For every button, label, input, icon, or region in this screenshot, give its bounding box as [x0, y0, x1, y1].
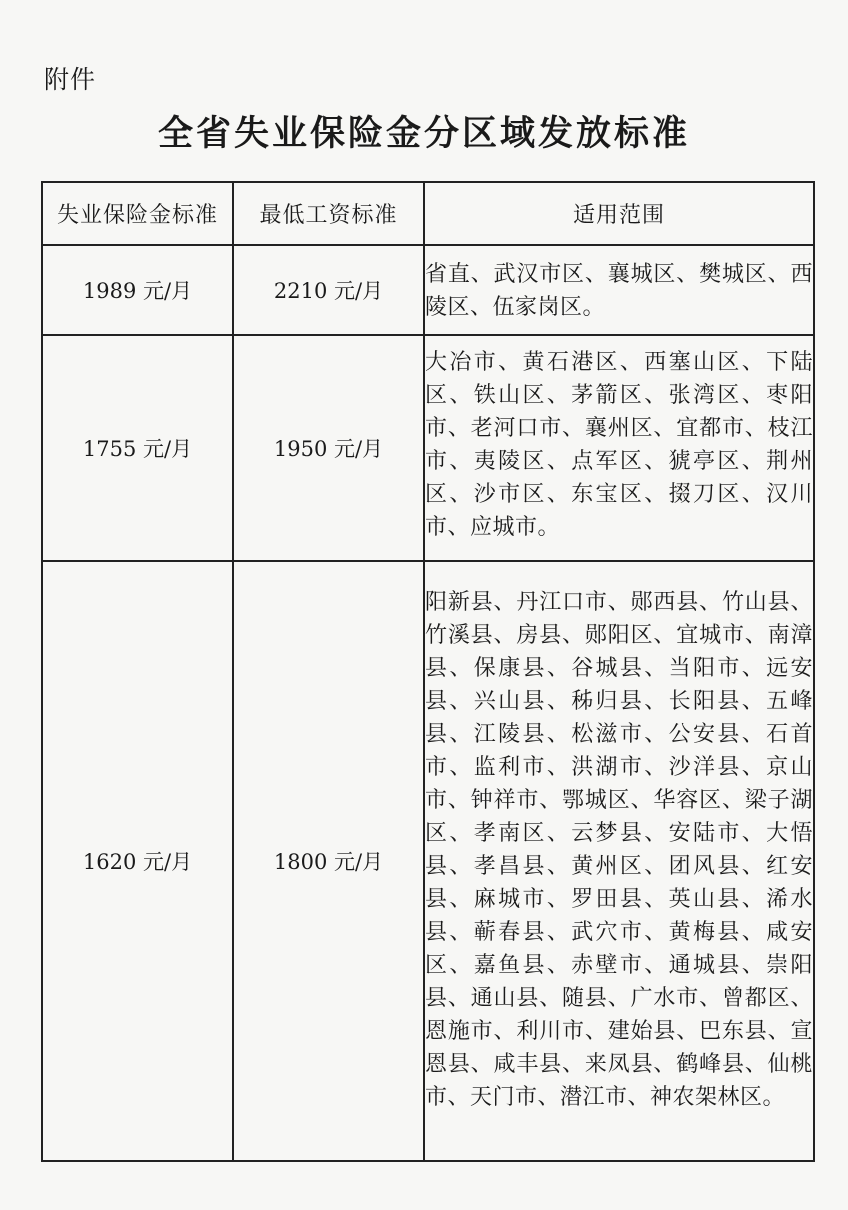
benefit-cell: 1989 元/月 [42, 245, 233, 335]
scope-cell: 阳新县、丹江口市、郧西县、竹山县、竹溪县、房县、郧阳区、宜城市、南漳县、保康县、谷城县、当阳市、远安县、兴山县、秭归县、长阳县、五峰县、江陵县、松滋市、公安县、石首市、监利市、洪湖市、沙洋县、京山市、钟祥市、鄂城区、华容区、梁子湖区、孝南区、云梦县、安陆市、大悟县、孝昌县、黄州区、团风县、红安县、麻城市、罗田县、英山县、浠水县、蕲春县、武穴市、黄梅县、咸安区、嘉鱼县、赤壁市、通城县、崇阳县、通山县、随县、广水市、曾都区、恩施市、利川市、建始县、巴东县、宣恩县、咸丰县、来凤县、鹤峰县、仙桃市、天门市、潜江市、神农架林区。 [424, 561, 814, 1161]
table-row [42, 245, 814, 335]
page-title: 全省失业保险金分区域发放标准 [157, 114, 690, 154]
column-header-benefit: 失业保险金标准 [42, 182, 233, 245]
min-wage-cell: 1800 元/月 [233, 561, 424, 1161]
table-row [42, 561, 814, 1161]
column-header-min-wage: 最低工资标准 [233, 182, 424, 245]
column-header-scope: 适用范围 [424, 182, 814, 245]
scope-cell: 大冶市、黄石港区、西塞山区、下陆区、铁山区、茅箭区、张湾区、枣阳市、老河口市、襄州区、宜都市、枝江市、夷陵区、点军区、猇亭区、荆州区、沙市区、东宝区、掇刀区、汉川市、应城市。 [424, 335, 814, 561]
table-header-row [42, 182, 814, 245]
min-wage-cell: 2210 元/月 [233, 245, 424, 335]
benefit-cell: 1755 元/月 [42, 335, 233, 561]
min-wage-cell: 1950 元/月 [233, 335, 424, 561]
benefit-cell: 1620 元/月 [42, 561, 233, 1161]
table-row [42, 335, 814, 561]
scope-cell: 省直、武汉市区、襄城区、樊城区、西陵区、伍家岗区。 [424, 245, 814, 335]
attachment-label: 附件 [44, 65, 97, 94]
standards-table [41, 181, 815, 1162]
